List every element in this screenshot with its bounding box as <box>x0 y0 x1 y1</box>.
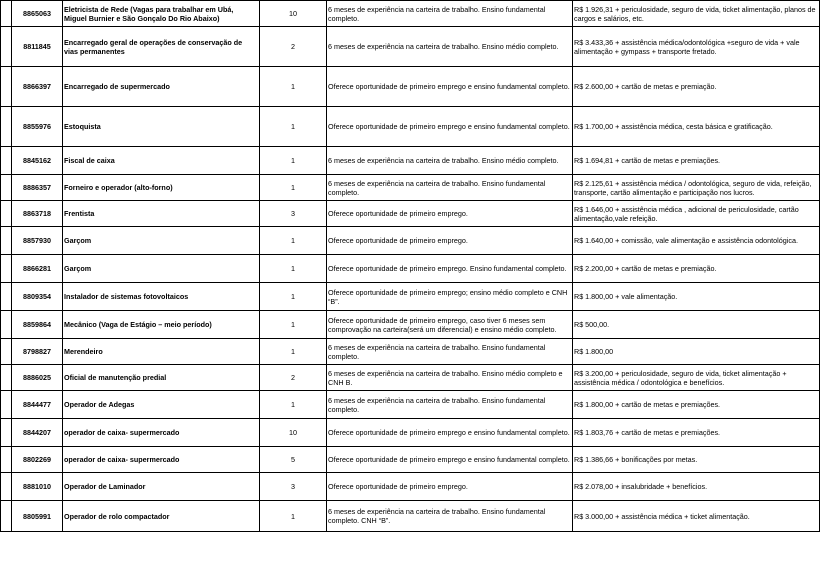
job-salary: R$ 1.926,31 + periculosidade, seguro de vida, ticket alimentação, planos de cargos e salários, etc. <box>573 1 820 27</box>
row-marker <box>1 447 12 473</box>
job-code: 8809354 <box>12 283 63 311</box>
job-quantity: 1 <box>260 147 327 175</box>
row-marker <box>1 283 12 311</box>
job-requirements: Oferece oportunidade de primeiro emprego, caso tiver 6 meses sem comprovação na carteira(será um diferencial) e ensino médio completo. <box>327 311 573 339</box>
job-title: Mecânico (Vaga de Estágio – meio período) <box>63 311 260 339</box>
job-quantity: 3 <box>260 201 327 227</box>
job-quantity: 2 <box>260 365 327 391</box>
job-requirements: 6 meses de experiência na carteira de trabalho. Ensino médio completo e CNH B. <box>327 365 573 391</box>
job-salary: R$ 1.803,76 + cartão de metas e premiações. <box>573 419 820 447</box>
job-quantity: 10 <box>260 1 327 27</box>
job-quantity: 1 <box>260 255 327 283</box>
job-requirements: 6 meses de experiência na carteira de trabalho. Ensino médio completo. <box>327 147 573 175</box>
job-code: 8881010 <box>12 473 63 501</box>
row-marker <box>1 501 12 532</box>
job-title: operador de caixa- supermercado <box>63 419 260 447</box>
job-requirements: Oferece oportunidade de primeiro emprego e ensino fundamental completo. <box>327 419 573 447</box>
table-row <box>1 175 820 201</box>
job-requirements: Oferece oportunidade de primeiro emprego; ensino médio completo e CNH “B”. <box>327 283 573 311</box>
row-marker <box>1 419 12 447</box>
job-requirements: Oferece oportunidade de primeiro emprego. Ensino fundamental completo. <box>327 255 573 283</box>
row-marker <box>1 365 12 391</box>
job-quantity: 1 <box>260 339 327 365</box>
table-row <box>1 201 820 227</box>
job-title: Oficial de manutenção predial <box>63 365 260 391</box>
table-row <box>1 447 820 473</box>
job-title: Fiscal de caixa <box>63 147 260 175</box>
table-row <box>1 311 820 339</box>
row-marker <box>1 255 12 283</box>
job-code: 8866281 <box>12 255 63 283</box>
row-marker <box>1 107 12 147</box>
job-code: 8857930 <box>12 227 63 255</box>
job-requirements: Oferece oportunidade de primeiro emprego e ensino fundamental completo. <box>327 107 573 147</box>
job-code: 8811845 <box>12 27 63 67</box>
job-requirements: 6 meses de experiência na carteira de trabalho. Ensino médio completo. <box>327 27 573 67</box>
table-row <box>1 1 820 27</box>
row-marker <box>1 339 12 365</box>
job-salary: R$ 1.800,00 + cartão de metas e premiações. <box>573 391 820 419</box>
job-table-body <box>1 1 820 532</box>
job-quantity: 1 <box>260 107 327 147</box>
job-quantity: 1 <box>260 67 327 107</box>
job-title: Instalador de sistemas fotovoltaicos <box>63 283 260 311</box>
job-salary: R$ 2.078,00 + insalubridade + benefícios. <box>573 473 820 501</box>
job-quantity: 2 <box>260 27 327 67</box>
job-requirements: 6 meses de experiência na carteira de trabalho. Ensino fundamental completo. <box>327 391 573 419</box>
job-salary: R$ 1.700,00 + assistência médica, cesta básica e gratificação. <box>573 107 820 147</box>
job-quantity: 5 <box>260 447 327 473</box>
job-requirements: Oferece oportunidade de primeiro emprego. <box>327 473 573 501</box>
job-quantity: 1 <box>260 311 327 339</box>
table-row <box>1 67 820 107</box>
job-quantity: 10 <box>260 419 327 447</box>
job-title: Forneiro e operador (alto-forno) <box>63 175 260 201</box>
table-row <box>1 27 820 67</box>
job-salary: R$ 3.200,00 + periculosidade, seguro de vida, ticket alimentação + assistência médica / odontológica e benefícios. <box>573 365 820 391</box>
row-marker <box>1 175 12 201</box>
job-salary: R$ 2.600,00 + cartão de metas e premiação. <box>573 67 820 107</box>
table-row <box>1 473 820 501</box>
job-title: Operador de Adegas <box>63 391 260 419</box>
job-quantity: 1 <box>260 501 327 532</box>
job-title: Merendeiro <box>63 339 260 365</box>
row-marker <box>1 391 12 419</box>
job-salary: R$ 1.386,66 + bonificações por metas. <box>573 447 820 473</box>
job-code: 8845162 <box>12 147 63 175</box>
job-code: 8802269 <box>12 447 63 473</box>
job-salary: R$ 3.000,00 + assistência médica + ticket alimentação. <box>573 501 820 532</box>
job-title: operador de caixa- supermercado <box>63 447 260 473</box>
table-row <box>1 147 820 175</box>
row-marker <box>1 67 12 107</box>
job-requirements: 6 meses de experiência na carteira de trabalho. Ensino fundamental completo. <box>327 339 573 365</box>
job-quantity: 1 <box>260 283 327 311</box>
job-salary: R$ 1.694,81 + cartão de metas e premiações. <box>573 147 820 175</box>
job-code: 8859864 <box>12 311 63 339</box>
job-requirements: Oferece oportunidade de primeiro emprego. <box>327 227 573 255</box>
table-row <box>1 283 820 311</box>
job-quantity: 1 <box>260 175 327 201</box>
job-salary: R$ 500,00. <box>573 311 820 339</box>
job-title: Estoquista <box>63 107 260 147</box>
job-code: 8886025 <box>12 365 63 391</box>
job-code: 8865063 <box>12 1 63 27</box>
row-marker <box>1 473 12 501</box>
job-code: 8886357 <box>12 175 63 201</box>
table-row <box>1 501 820 532</box>
table-row <box>1 391 820 419</box>
job-requirements: 6 meses de experiência na carteira de trabalho. Ensino fundamental completo. <box>327 1 573 27</box>
job-code: 8798827 <box>12 339 63 365</box>
job-title: Garçom <box>63 227 260 255</box>
job-title: Encarregado de supermercado <box>63 67 260 107</box>
job-requirements: 6 meses de experiência na carteira de trabalho. Ensino fundamental completo. <box>327 175 573 201</box>
row-marker <box>1 201 12 227</box>
job-code: 8855976 <box>12 107 63 147</box>
job-salary: R$ 2.200,00 + cartão de metas e premiação. <box>573 255 820 283</box>
job-title: Garçom <box>63 255 260 283</box>
job-requirements: Oferece oportunidade de primeiro emprego e ensino fundamental completo. <box>327 447 573 473</box>
table-row <box>1 107 820 147</box>
table-row <box>1 227 820 255</box>
table-row <box>1 339 820 365</box>
table-row <box>1 365 820 391</box>
job-title: Frentista <box>63 201 260 227</box>
row-marker <box>1 147 12 175</box>
job-title: Operador de rolo compactador <box>63 501 260 532</box>
job-requirements: Oferece oportunidade de primeiro emprego. <box>327 201 573 227</box>
job-title: Encarregado geral de operações de conservação de vias permanentes <box>63 27 260 67</box>
job-code: 8866397 <box>12 67 63 107</box>
job-salary: R$ 2.125,61 + assistência médica / odontológica, seguro de vida, refeição, transporte, cartão alimentação e participação nos lucros. <box>573 175 820 201</box>
job-salary: R$ 1.800,00 <box>573 339 820 365</box>
job-salary: R$ 1.800,00 + vale alimentação. <box>573 283 820 311</box>
job-salary: R$ 3.433,36 + assistência médica/odontológica +seguro de vida + vale alimentação + gympass + transporte fretado. <box>573 27 820 67</box>
job-title: Operador de Laminador <box>63 473 260 501</box>
job-salary: R$ 1.646,00 + assistência médica , adicional de periculosidade, cartão alimentação,vale refeição. <box>573 201 820 227</box>
job-salary: R$ 1.640,00 + comissão, vale alimentação e assistência odontológica. <box>573 227 820 255</box>
job-code: 8863718 <box>12 201 63 227</box>
row-marker <box>1 227 12 255</box>
job-code: 8844207 <box>12 419 63 447</box>
job-title: Eletricista de Rede (Vagas para trabalhar em Ubá, Miguel Burnier e São Gonçalo Do Rio Abaixo) <box>63 1 260 27</box>
job-quantity: 1 <box>260 227 327 255</box>
row-marker <box>1 311 12 339</box>
job-requirements: Oferece oportunidade de primeiro emprego e ensino fundamental completo. <box>327 67 573 107</box>
table-row <box>1 419 820 447</box>
row-marker <box>1 1 12 27</box>
job-code: 8805991 <box>12 501 63 532</box>
job-code: 8844477 <box>12 391 63 419</box>
job-requirements: 6 meses de experiência na carteira de trabalho. Ensino fundamental completo. CNH “B”. <box>327 501 573 532</box>
job-quantity: 1 <box>260 391 327 419</box>
row-marker <box>1 27 12 67</box>
table-row <box>1 255 820 283</box>
job-quantity: 3 <box>260 473 327 501</box>
